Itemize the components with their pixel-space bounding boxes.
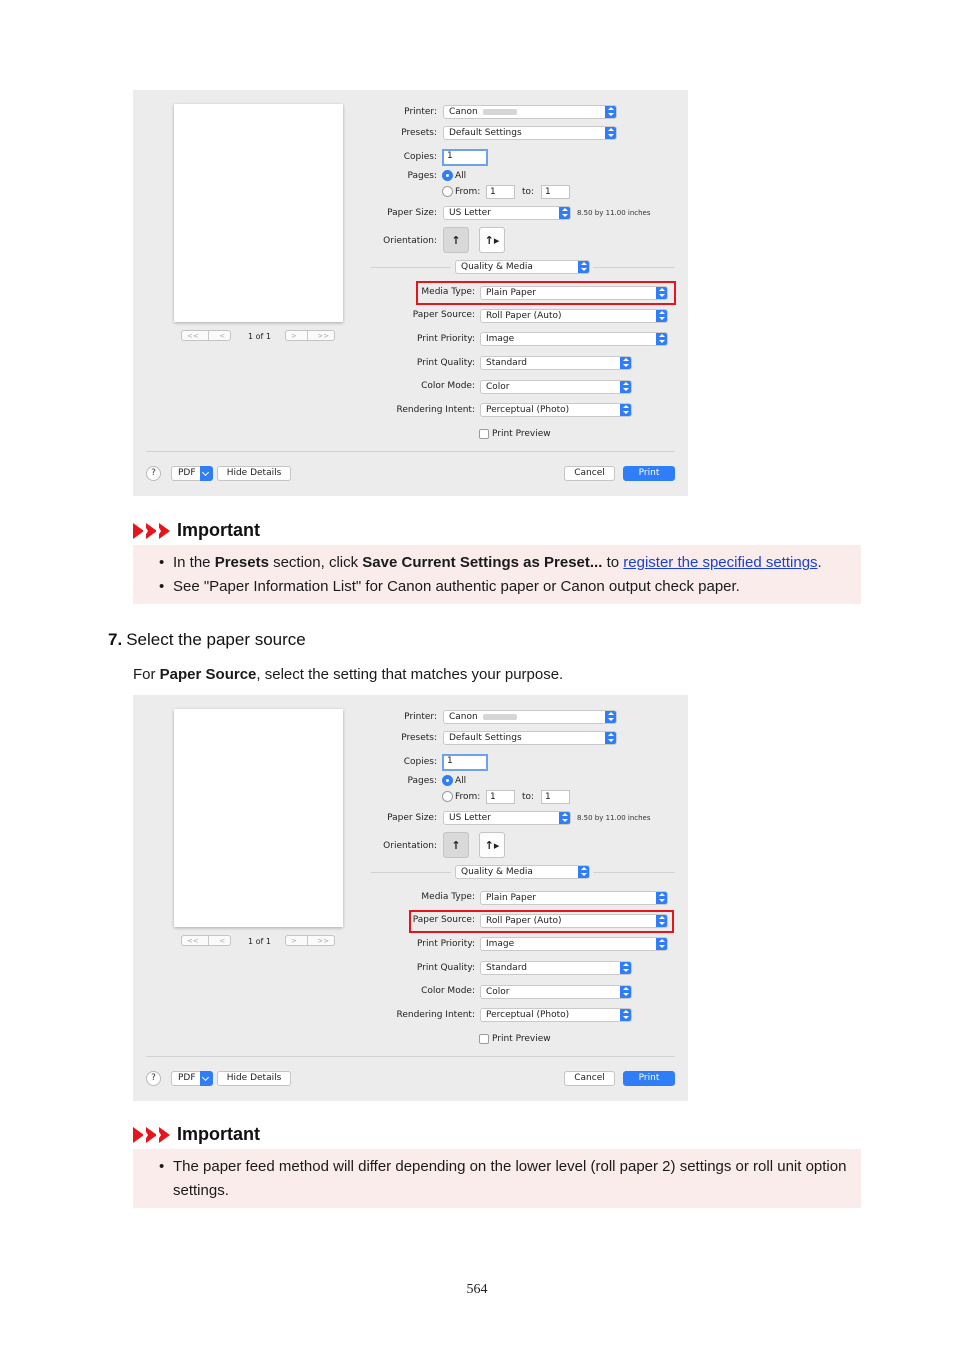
preview-nav-forward[interactable] (285, 330, 335, 341)
paper-size-dimensions: 8.50 by 11.00 inches (577, 209, 651, 217)
printer-select[interactable] (443, 105, 617, 119)
help-button[interactable]: ? (146, 466, 161, 481)
last-page-icon: >> (317, 936, 330, 945)
pages-to-label: to: (522, 792, 535, 802)
prev-page-icon: < (219, 936, 226, 945)
important-chevron-icon (133, 523, 172, 539)
paper-size-dimensions: 8.50 by 11.00 inches (577, 814, 651, 822)
media-type-select[interactable] (480, 286, 668, 300)
popup-arrows-icon (578, 865, 590, 879)
color-mode-select[interactable] (480, 985, 632, 999)
portrait-icon: ↑ (451, 233, 461, 247)
step-heading (108, 630, 306, 650)
popup-arrows-icon (605, 126, 617, 140)
printer-value: Canon (449, 107, 478, 117)
copies-label: Copies: (403, 152, 437, 162)
presets-select[interactable] (443, 126, 617, 140)
paper-size-label: Paper Size: (387, 208, 437, 218)
pdf-button[interactable] (171, 1071, 213, 1086)
last-page-icon: >> (317, 331, 330, 340)
popup-arrows-icon (620, 961, 632, 975)
step-title: Select the paper source (126, 630, 306, 649)
orientation-label: Orientation: (383, 236, 437, 246)
rendering-intent-value: Perceptual (Photo) (486, 1010, 570, 1020)
color-mode-value: Color (486, 987, 510, 997)
rendering-intent-select[interactable] (480, 403, 632, 417)
divider-left (371, 267, 451, 268)
pdf-label: PDF (178, 468, 196, 478)
color-mode-select[interactable] (480, 380, 632, 394)
pages-all-label: All (455, 171, 467, 181)
print-quality-value: Standard (486, 963, 527, 973)
pages-from-input[interactable]: 1 (486, 790, 515, 804)
important-bullet: • In the Presets section, click Save Current Settings as Preset... to register the specified settings. (159, 551, 849, 575)
orientation-portrait-button[interactable] (443, 832, 469, 858)
presets-label: Presets: (401, 128, 437, 138)
print-preview-checkbox[interactable] (479, 429, 489, 439)
popup-arrows-icon (578, 260, 590, 274)
landscape-icon: ↑▸ (484, 233, 500, 247)
print-dialog-screenshot-2 (133, 695, 688, 1101)
print-quality-label: Print Quality: (416, 358, 475, 368)
print-priority-label: Print Priority: (417, 939, 475, 949)
chevron-down-icon (200, 1071, 213, 1086)
pages-to-input[interactable]: 1 (541, 790, 570, 804)
important-heading-2 (133, 1124, 260, 1145)
print-quality-label: Print Quality: (416, 963, 475, 973)
divider-right (593, 872, 675, 873)
print-quality-select[interactable] (480, 961, 632, 975)
page-number: 564 (466, 1282, 488, 1297)
next-page-icon: > (290, 331, 297, 340)
chevron-down-icon (200, 466, 213, 481)
pdf-button[interactable] (171, 466, 213, 481)
page-preview (174, 709, 343, 927)
pages-all-radio[interactable] (442, 170, 453, 181)
important-bullet: • The paper feed method will differ depending on the lower level (roll paper 2) settings or roll unit option settings. (159, 1155, 849, 1203)
color-mode-label: Color Mode: (421, 986, 475, 996)
footer-divider (146, 1056, 675, 1057)
popup-arrows-icon (605, 105, 617, 119)
print-preview-label: Print Preview (492, 1034, 551, 1044)
color-mode-value: Color (486, 382, 510, 392)
pages-from-label: From: (455, 792, 481, 802)
paper-source-select[interactable] (480, 309, 668, 323)
cancel-button[interactable]: Cancel (564, 466, 615, 481)
step-number: 7. (108, 630, 123, 649)
popup-arrows-icon (620, 985, 632, 999)
print-quality-value: Standard (486, 358, 527, 368)
orientation-landscape-button[interactable] (479, 227, 505, 253)
printer-label: Printer: (404, 712, 437, 722)
print-dialog-screenshot-1 (133, 90, 688, 496)
popup-arrows-icon (620, 356, 632, 370)
pages-from-radio[interactable] (442, 186, 453, 197)
divider-right (593, 267, 675, 268)
help-button[interactable]: ? (146, 1071, 161, 1086)
print-priority-value: Image (486, 939, 515, 949)
orientation-landscape-button[interactable] (479, 832, 505, 858)
popup-arrows-icon (656, 286, 668, 300)
copies-input[interactable]: 1 (442, 149, 488, 166)
print-priority-value: Image (486, 334, 515, 344)
rendering-intent-select[interactable] (480, 1008, 632, 1022)
pdf-label: PDF (178, 1073, 196, 1083)
redacted-model (483, 714, 517, 720)
pages-all-radio[interactable] (442, 775, 453, 786)
copies-label: Copies: (403, 757, 437, 767)
paper-size-value: US Letter (449, 813, 491, 823)
pages-from-radio[interactable] (442, 791, 453, 802)
print-preview-checkbox[interactable] (479, 1034, 489, 1044)
important-bullet: • See "Paper Information List" for Canon authentic paper or Canon output check paper. (159, 575, 849, 599)
printer-select[interactable] (443, 710, 617, 724)
paper-source-label: Paper Source: (412, 915, 475, 925)
preview-nav-back[interactable] (181, 330, 231, 341)
pages-from-input[interactable]: 1 (486, 185, 515, 199)
pages-label: Pages: (407, 171, 437, 181)
print-button[interactable]: Print (623, 1071, 675, 1086)
preview-nav-forward[interactable] (285, 935, 335, 946)
orientation-label: Orientation: (383, 841, 437, 851)
print-priority-label: Print Priority: (417, 334, 475, 344)
popup-arrows-icon (656, 937, 668, 951)
popup-arrows-icon (605, 710, 617, 724)
divider-left (371, 872, 451, 873)
section-value: Quality & Media (461, 262, 533, 272)
paper-source-label: Paper Source: (412, 310, 475, 320)
redacted-model (483, 109, 517, 115)
hide-details-button[interactable]: Hide Details (217, 466, 291, 481)
paper-source-value: Roll Paper (Auto) (486, 311, 562, 321)
paper-size-select[interactable] (443, 206, 571, 220)
cancel-button[interactable]: Cancel (564, 1071, 615, 1086)
rendering-intent-label: Rendering Intent: (396, 405, 475, 415)
important-title: Important (177, 520, 260, 540)
media-type-value: Plain Paper (486, 288, 536, 298)
popup-arrows-icon (620, 380, 632, 394)
pages-to-label: to: (522, 187, 535, 197)
register-settings-link[interactable]: register the specified settings (623, 554, 818, 571)
paper-source-value: Roll Paper (Auto) (486, 916, 562, 926)
media-type-label: Media Type: (421, 892, 475, 902)
important-heading-1 (133, 520, 260, 541)
popup-arrows-icon (620, 403, 632, 417)
portrait-icon: ↑ (451, 838, 461, 852)
important-chevron-icon (133, 1127, 172, 1143)
presets-value: Default Settings (449, 733, 522, 743)
popup-arrows-icon (656, 914, 668, 928)
pages-from-label: From: (455, 187, 481, 197)
presets-select[interactable] (443, 731, 617, 745)
important-box-1 (133, 545, 861, 604)
popup-arrows-icon (559, 206, 571, 220)
footer-divider (146, 451, 675, 452)
popup-arrows-icon (656, 891, 668, 905)
printer-value: Canon (449, 712, 478, 722)
printer-label: Printer: (404, 107, 437, 117)
paper-size-select[interactable] (443, 811, 571, 825)
prev-page-icon: < (219, 331, 226, 340)
pages-all-label: All (455, 776, 467, 786)
media-type-label: Media Type: (421, 287, 475, 297)
media-type-select[interactable] (480, 891, 668, 905)
next-page-icon: > (290, 936, 297, 945)
section-value: Quality & Media (461, 867, 533, 877)
paper-source-select[interactable] (480, 914, 668, 928)
first-page-icon: << (186, 331, 199, 340)
first-page-icon: << (186, 936, 199, 945)
section-select[interactable] (455, 260, 590, 274)
rendering-intent-label: Rendering Intent: (396, 1010, 475, 1020)
color-mode-label: Color Mode: (421, 381, 475, 391)
important-box-2 (133, 1149, 861, 1208)
media-type-value: Plain Paper (486, 893, 536, 903)
print-priority-select[interactable] (480, 332, 668, 346)
rendering-intent-value: Perceptual (Photo) (486, 405, 570, 415)
landscape-icon: ↑▸ (484, 838, 500, 852)
popup-arrows-icon (559, 811, 571, 825)
presets-value: Default Settings (449, 128, 522, 138)
step-description: For Paper Source, select the setting that matches your purpose. (133, 666, 564, 683)
page-indicator: 1 of 1 (248, 937, 271, 946)
page-indicator: 1 of 1 (248, 332, 271, 341)
print-quality-select[interactable] (480, 356, 632, 370)
popup-arrows-icon (656, 309, 668, 323)
pages-to-input[interactable]: 1 (541, 185, 570, 199)
paper-size-value: US Letter (449, 208, 491, 218)
orientation-portrait-button[interactable] (443, 227, 469, 253)
page-preview (174, 104, 343, 322)
presets-label: Presets: (401, 733, 437, 743)
section-select[interactable] (455, 865, 590, 879)
copies-input[interactable]: 1 (442, 754, 488, 771)
important-title: Important (177, 1124, 260, 1144)
popup-arrows-icon (656, 332, 668, 346)
print-preview-label: Print Preview (492, 429, 551, 439)
popup-arrows-icon (620, 1008, 632, 1022)
popup-arrows-icon (605, 731, 617, 745)
paper-size-label: Paper Size: (387, 813, 437, 823)
print-button[interactable]: Print (623, 466, 675, 481)
preview-nav-back[interactable] (181, 935, 231, 946)
print-priority-select[interactable] (480, 937, 668, 951)
pages-label: Pages: (407, 776, 437, 786)
hide-details-button[interactable]: Hide Details (217, 1071, 291, 1086)
